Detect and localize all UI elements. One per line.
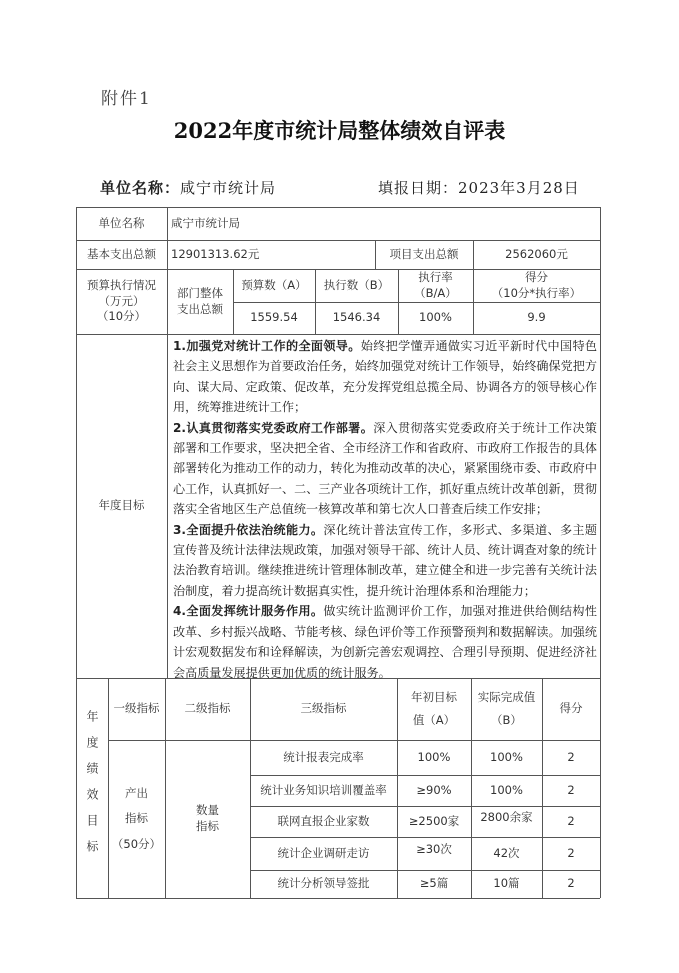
indicator-actual: 100% — [490, 782, 523, 797]
indicator-score: 2 — [567, 749, 575, 764]
level3-header: 三级指标 — [300, 701, 347, 716]
goal-item — [173, 336, 597, 418]
output-label-line-3: （50分） — [111, 836, 162, 851]
indicator-actual: 100% — [490, 749, 523, 764]
indicator-target: ≥2500家 — [408, 813, 460, 828]
dept-total-label — [167, 269, 233, 334]
indicator-score: 2 — [567, 782, 575, 797]
unit-name-prefix: 单位名称： — [100, 179, 181, 197]
goal-item — [173, 520, 597, 602]
indicator-target: ≥90% — [416, 782, 452, 797]
exec-rate-header — [398, 269, 473, 302]
budget-label-line-3: （10分） — [96, 309, 147, 324]
target-header-line-2: 值（A） — [412, 713, 456, 727]
goal-body: 深化统计普法宣传工作，多形式、多渠道、多主题宣传普及统计法律法规政策，加强对领导干部、统计人员、统计调查对象的统计法治教育培训。继续推进统计管理体制改革，建立健全和进一步完善有关统计法治制度，着力提高统计数据真实性，提升统计治理体系和治理能力； — [173, 522, 597, 598]
budget-execution-label — [76, 269, 167, 334]
project-expense-label: 项目支出总额 — [389, 246, 459, 261]
actual-header-line-1: 实际完成值 — [477, 690, 536, 704]
budget-label-line-2: （万元） — [98, 293, 145, 308]
goal-head: 4.全面发挥统计服务作用。 — [173, 604, 324, 619]
target-header-line-1: 年初目标 — [411, 690, 457, 704]
budget-a-value: 1559.54 — [250, 310, 298, 325]
exec-rate-value: 100% — [419, 310, 452, 325]
quantity-label-line-1: 数量 — [196, 803, 219, 818]
goal-head: 3.全面提升依法治统能力。 — [173, 522, 324, 537]
score-label-line-2: （10分*执行率） — [491, 285, 582, 300]
score-col-header: 得分 — [559, 701, 583, 716]
rate-label-line-1: 执行率 — [418, 269, 453, 284]
goal-head: 2.认真贯彻落实党委政府工作部署。 — [173, 420, 374, 435]
score-header — [473, 269, 600, 302]
indicator-name: 统计分析领导签批 — [277, 876, 370, 891]
goal-head: 1.加强党对统计工作的全面领导。 — [173, 339, 361, 353]
goal-item — [173, 601, 597, 683]
dept-label-line-2: 支出总额 — [177, 301, 223, 316]
indicator-target: ≥5篇 — [419, 876, 449, 891]
document-title: 2022年度市统计局整体绩效自评表 — [173, 118, 506, 143]
exec-b-header: 执行数（B） — [323, 277, 390, 292]
indicator-target: 100% — [417, 749, 451, 764]
indicator-score: 2 — [567, 845, 575, 860]
year-performance-label: 年度绩效目标 — [85, 710, 99, 866]
level2-header: 二级指标 — [184, 701, 231, 716]
quantity-label-line-2: 指标 — [196, 819, 219, 833]
goal-body: 始终把学懂弄通做实习近平新时代中国特色社会主义思想作为首要政治任务，始终加强党对统计工作领导，始终确保党把方向、谋大局、定政策、促改革，充分发挥党组总揽全局、协调各方的领导核心作用，统筹推进统计工作； — [173, 339, 597, 415]
output-indicator-label — [108, 740, 165, 898]
goal-body: 做实统计监测评价工作，加强对推进供给侧结构性改革、乡村振兴战略、节能考核、绿色评价等工作预警预判和数据解读。加强统计宏观数据发布和诠释解读，为创新完善宏观调控、合理引导预期、促进经济社会高质量发展提供更加优质的统计服务。 — [173, 604, 597, 680]
actual-header — [471, 678, 542, 740]
indicator-actual: 2800余家 — [480, 810, 533, 825]
unit-name-value: 咸宁市统计局 — [180, 179, 277, 197]
score-value: 9.9 — [527, 310, 546, 325]
annual-goal-label: 年度目标 — [98, 498, 145, 513]
dept-label-line-1: 部门整体 — [177, 285, 223, 300]
unit-name-cell: 咸宁市统计局 — [171, 215, 240, 230]
fill-date: 填报日期：2023年3月28日 — [378, 179, 580, 197]
goal-body: 深入贯彻落实党委政府关于统计工作决策部署和工作要求，坚决把全省、全市经济工作和省政府、市政府工作报告的具体部署转化为推动工作的动力，转化为推动改革的决心，紧紧围绕市委、市政府中心工作，认真抓好一、二、三产业各项统计工作，抓好重点统计改革创新，贯彻落实全省地区生产总值统一核算改革和第七次人口普查后续工作安排； — [173, 420, 597, 517]
target-header — [397, 678, 471, 740]
goal-item — [173, 418, 597, 520]
score-label-line-1: 得分 — [525, 269, 548, 284]
quantity-indicator-label — [165, 740, 250, 898]
indicator-actual: 10篇 — [493, 876, 520, 891]
level1-header: 一级指标 — [113, 701, 160, 716]
unit-name-label: 单位名称 — [98, 215, 145, 230]
indicator-name: 统计企业调研走访 — [277, 845, 370, 860]
annex-label: 附件1 — [101, 89, 152, 109]
indicator-target: ≥30次 — [416, 842, 452, 857]
basic-expense-label: 基本支出总额 — [87, 246, 156, 261]
budget-label-line-1: 预算执行情况 — [87, 278, 156, 293]
indicator-score: 2 — [567, 813, 575, 828]
indicator-name: 统计业务知识培训覆盖率 — [260, 782, 387, 797]
indicator-score: 2 — [567, 876, 575, 891]
budget-a-header: 预算数（A） — [241, 277, 307, 292]
unit-name-line — [100, 177, 276, 198]
annual-goals-text — [173, 336, 597, 683]
exec-b-value: 1546.34 — [332, 310, 381, 325]
indicator-actual: 42次 — [493, 845, 520, 860]
basic-expense-value: 12901313.62元 — [171, 246, 260, 261]
rate-label-line-2: （B/A） — [414, 285, 457, 300]
output-label-line-2: 指标 — [125, 811, 148, 826]
indicator-name: 联网直报企业家数 — [277, 813, 370, 828]
indicator-name: 统计报表完成率 — [283, 749, 364, 764]
project-expense-value: 2562060元 — [505, 246, 568, 261]
actual-header-line-2: （B） — [491, 713, 522, 727]
output-label-line-1: 产出 — [125, 786, 148, 801]
